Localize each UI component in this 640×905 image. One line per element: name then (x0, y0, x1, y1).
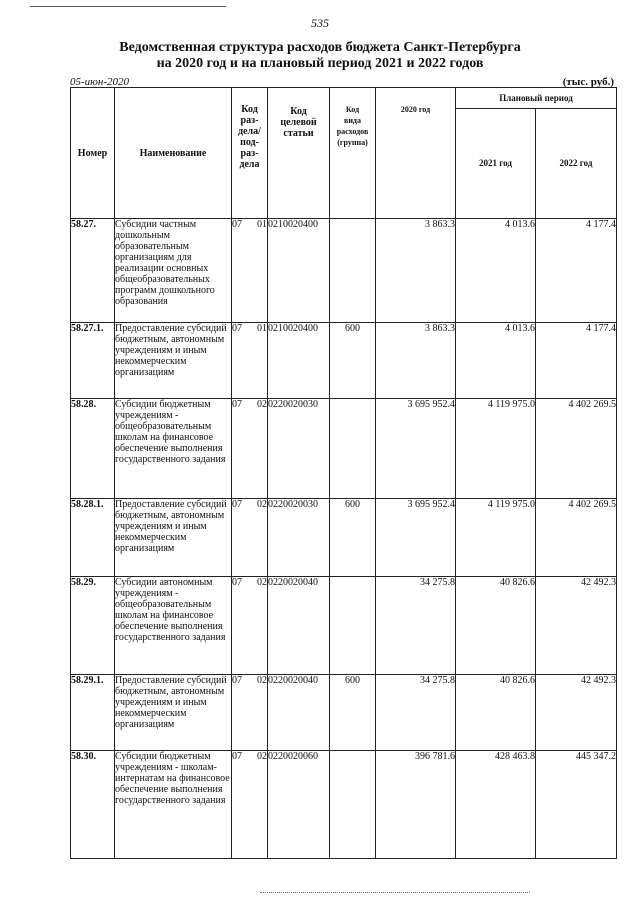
table-row (71, 751, 617, 859)
row-2021: 4 013.6 (456, 323, 536, 399)
row-name: Субсидии автономным учреждениям - общеобразовательным школам на финансовое обеспечение выполнения государственного задания (115, 577, 232, 675)
row-target: 0220020040 (268, 675, 330, 751)
header-number: Номер (71, 88, 115, 219)
row-2022: 4 177.4 (536, 323, 617, 399)
row-section: 07 02 (232, 751, 268, 859)
row-expense (330, 219, 376, 323)
row-number: 58.29.1. (71, 675, 115, 751)
header-name: Наименование (115, 88, 232, 219)
row-section: 07 02 (232, 675, 268, 751)
table-row (71, 219, 617, 323)
row-expense (330, 577, 376, 675)
row-target: 0210020400 (268, 323, 330, 399)
row-expense (330, 751, 376, 859)
table-row (71, 399, 617, 499)
row-name: Предоставление субсидий бюджетным, автономным учреждениям и иным некоммерческим организациям (115, 675, 232, 751)
document-title (0, 40, 640, 72)
row-expense: 600 (330, 323, 376, 399)
title-line-2: на 2020 год и на плановый период 2021 и 2022 годов (156, 56, 484, 71)
row-2021: 4 119 975.0 (456, 499, 536, 577)
row-2020: 3 695 952.4 (376, 499, 456, 577)
title-line-1: Ведомственная структура расходов бюджета Санкт-Петербурга (119, 40, 521, 55)
row-section: 07 02 (232, 577, 268, 675)
row-2021: 4 013.6 (456, 219, 536, 323)
budget-table (70, 87, 617, 859)
header-plan-period: Плановый период (456, 88, 617, 109)
row-name: Субсидии частным дошкольным образовательным организациям для реализации основных общеобразовательных программ дошкольного образования (115, 219, 232, 323)
row-2021: 40 826.6 (456, 577, 536, 675)
row-2020: 3 863.3 (376, 219, 456, 323)
row-2022: 4 177.4 (536, 219, 617, 323)
row-target: 0220020040 (268, 577, 330, 675)
row-expense: 600 (330, 499, 376, 577)
row-name: Субсидии бюджетным учреждениям - школам-интернатам на финансовое обеспечение выполнения государственного задания (115, 751, 232, 859)
row-number: 58.29. (71, 577, 115, 675)
row-number: 58.27. (71, 219, 115, 323)
row-number: 58.28. (71, 399, 115, 499)
row-number: 58.28.1. (71, 499, 115, 577)
row-target: 0220020030 (268, 399, 330, 499)
row-2020: 34 275.8 (376, 577, 456, 675)
table-row (71, 499, 617, 577)
header-2022: 2022 год (536, 109, 617, 219)
row-2022: 42 492.3 (536, 577, 617, 675)
table-row (71, 675, 617, 751)
row-expense (330, 399, 376, 499)
row-2022: 42 492.3 (536, 675, 617, 751)
table-row (71, 577, 617, 675)
unit-label: (тыс. руб.) (562, 76, 614, 88)
bottom-rule (260, 892, 530, 893)
row-section: 07 01 (232, 219, 268, 323)
top-rule (30, 6, 226, 7)
row-number: 58.27.1. (71, 323, 115, 399)
row-2020: 396 781.6 (376, 751, 456, 859)
row-target: 0220020030 (268, 499, 330, 577)
header-2020: 2020 год (376, 88, 456, 219)
row-2021: 40 826.6 (456, 675, 536, 751)
row-2022: 445 347.2 (536, 751, 617, 859)
row-section: 07 02 (232, 399, 268, 499)
row-number: 58.30. (71, 751, 115, 859)
row-2022: 4 402 269.5 (536, 399, 617, 499)
row-2022: 4 402 269.5 (536, 499, 617, 577)
row-2020: 3 863.3 (376, 323, 456, 399)
document-date: 05-июн-2020 (70, 76, 130, 88)
table-row (71, 323, 617, 399)
row-name: Субсидии бюджетным учреждениям - общеобразовательным школам на финансовое обеспечение выполнения государственного задания (115, 399, 232, 499)
row-expense: 600 (330, 675, 376, 751)
row-2021: 4 119 975.0 (456, 399, 536, 499)
row-2021: 428 463.8 (456, 751, 536, 859)
row-section: 07 02 (232, 499, 268, 577)
row-name: Предоставление субсидий бюджетным, автономным учреждениям и иным некоммерческим организациям (115, 323, 232, 399)
row-2020: 3 695 952.4 (376, 399, 456, 499)
header-target: Код целевой статьи (268, 88, 330, 219)
header-2021: 2021 год (456, 109, 536, 219)
row-target: 0210020400 (268, 219, 330, 323)
row-section: 07 01 (232, 323, 268, 399)
row-target: 0220020060 (268, 751, 330, 859)
page-number: 535 (311, 16, 329, 30)
row-2020: 34 275.8 (376, 675, 456, 751)
header-section: Код раз- дела/ под- раз- дела (232, 88, 268, 219)
row-name: Предоставление субсидий бюджетным, автономным учреждениям и иным некоммерческим организациям (115, 499, 232, 577)
header-expense: Код вида расходов (группа) (330, 88, 376, 219)
